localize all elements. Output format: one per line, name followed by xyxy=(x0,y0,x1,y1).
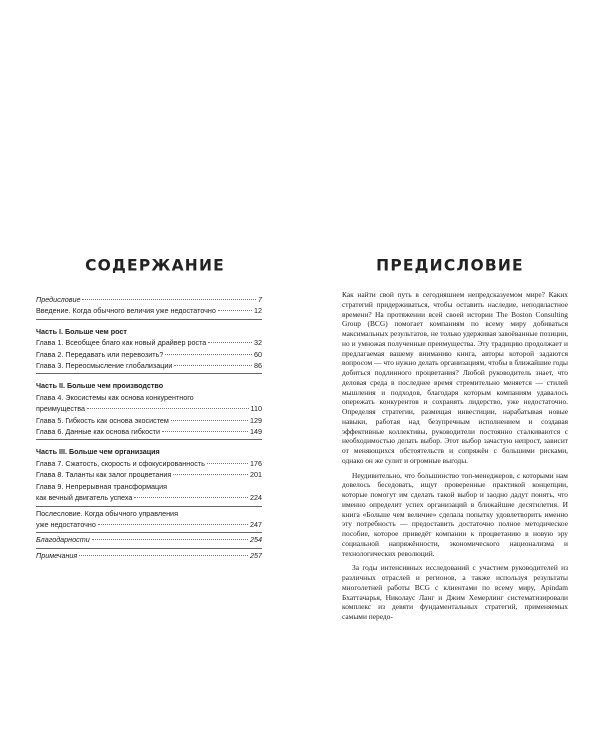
toc-entry-chapter-2[interactable] xyxy=(36,349,262,360)
toc-page-number: 224 xyxy=(250,493,262,503)
preface-title: ПРЕДИСЛОВИЕ xyxy=(376,255,524,275)
toc-page-number: 176 xyxy=(250,458,262,468)
toc-page-number: 12 xyxy=(254,306,262,316)
toc-leader-dots xyxy=(207,463,248,464)
toc-part-3-heading: Часть III. Больше чем организация xyxy=(36,447,160,457)
toc-page-number: 60 xyxy=(254,349,262,359)
preface-paragraph: Как найти свой путь в сегодняшнем непредсказуемом мире? Каких стратегий придерживаться, чтобы оставить наследие, неподвластное времени? На протяжении всей своей истории The Boston Consulting Group (BCG) помогает компаниям по всему миру добиваться максимальных результатов, не только удерживая завоёванные позиции, но и умножая полученные преимущества. Эту традицию продолжает и предлагаемая вашему вниманию книга, авторы которой задаются вопросом — что нужно делать организациям, чтобы в ближайшие годы добиться подлинного процветания? Любой руководитель знает, что деловая среда в последнее время стремительно меняется — стилей мышления и подходов, благодаря которым компаниям удавалось опережать конкурентов и сохранять лидерство, уже недостаточно. Определяя стратегии, размещая инвестиции, нарабатывая новые навыки, работая над безупречным исполнением и создавая эффективные коллективы, руководители постоянно сталкиваются с необходимостью делать выбор. Этот выбор зачастую непрост, зависит от меняющихся обстоятельств и сопряжён с большими рисками, однако он же сулит и огромные выгоды. xyxy=(342,290,568,465)
toc-entry-label: Примечания xyxy=(36,550,78,560)
toc-entry-afterword-line1[interactable]: Послесловие. Когда обычного управления xyxy=(36,508,178,518)
toc-entry-label: Глава 1. Всеобщее благо как новый драйвер роста xyxy=(36,338,207,348)
toc-divider xyxy=(36,319,262,320)
toc-entry-label: Глава 5. Гибкость как основа экосистем xyxy=(36,415,169,425)
toc-entry-label: Глава 8. Таланты как залог процветания xyxy=(36,470,172,480)
toc-entry-label: Благодарности xyxy=(36,535,90,545)
toc-entry-chapter-6[interactable] xyxy=(36,426,262,437)
toc-page-number: 149 xyxy=(250,427,262,437)
preface-body xyxy=(342,290,568,627)
toc-entry-intro[interactable] xyxy=(36,305,262,316)
toc-leader-dots xyxy=(171,420,248,421)
toc-entry-label: Введение. Когда обычного величия уже недостаточно xyxy=(36,306,216,316)
toc-entry-chapter-8[interactable] xyxy=(36,469,262,480)
toc-entry-label: Глава 6. Данные как основа гибкости xyxy=(36,427,160,437)
toc-entry-acknowledgments[interactable] xyxy=(36,534,262,545)
toc-divider xyxy=(36,373,262,374)
toc-page-number: 257 xyxy=(250,550,262,560)
toc-entry-chapter-1[interactable] xyxy=(36,337,262,348)
toc-page-number: 247 xyxy=(250,519,262,529)
toc-entry-afterword[interactable] xyxy=(36,519,262,530)
toc-entry-label: уже недостаточно xyxy=(36,519,96,529)
toc-divider xyxy=(36,439,262,440)
preface-paragraph: За годы интенсивных исследований с участием руководителей из различных отраслей и регионов, а также используя результаты многолетней работы BCG с клиентами по всему миру, Арindam Бхаттачарья, Николаус Ланг и Джим Хемерлинг систематизировали комплекс из девяти фундаментальных стратегий, применяемых самыми передо- xyxy=(342,563,568,621)
toc-page-number: 7 xyxy=(258,295,262,304)
toc-entry-label: как вечный двигатель успеха xyxy=(36,493,133,503)
toc-leader-dots xyxy=(92,539,248,540)
toc-page-number: 129 xyxy=(250,415,262,425)
toc-divider xyxy=(36,548,262,549)
toc-page-number: 86 xyxy=(254,361,262,371)
preface-paragraph: Неудивительно, что большинство топ-менеджеров, с которыми нам довелось беседовать, ищут проверенные практикой концепции, которые помогут им сделать такой выбор и заодно дадут понять, что именно определит успех организаций в ближайшие десятилетия. И книга «Больше чем величие» сделала попытку удовлетворить именно эту потребность — предоставить достаточно полное методическое пособие, которое приведёт компании к процветанию в новую эру социальной напряжённости, экономического национализма и технологических революций. xyxy=(342,470,568,558)
toc-entry-chapter-5[interactable] xyxy=(36,415,262,426)
toc-entry-chapter-7[interactable] xyxy=(36,458,262,469)
toc-entry-label: преимущества xyxy=(36,404,85,414)
toc-entry-label: Глава 2. Передавать или перевозить? xyxy=(36,349,164,359)
toc-page-number: 32 xyxy=(254,338,262,348)
toc-entry-chapter-3[interactable] xyxy=(36,360,262,371)
toc-entry-chapter-9[interactable] xyxy=(36,492,262,503)
toc-entry-label: Глава 3. Переосмысление глобализации xyxy=(36,361,173,371)
table-of-contents xyxy=(36,294,262,561)
toc-part-1-heading: Часть I. Больше чем рост xyxy=(36,326,127,336)
toc-page-number: 254 xyxy=(250,535,262,545)
toc-leader-dots xyxy=(174,365,252,366)
toc-leader-dots xyxy=(87,408,249,409)
toc-divider xyxy=(36,532,262,533)
toc-page-number: 201 xyxy=(250,470,262,480)
toc-leader-dots xyxy=(218,310,252,311)
toc-entry-label: Глава 7. Сжатость, скорость и сфокусированность xyxy=(36,458,205,468)
toc-entry-label: Предисловие xyxy=(36,295,81,304)
toc-part-2-heading: Часть II. Больше чем производство xyxy=(36,381,164,391)
toc-entry-chapter-4-line1[interactable]: Глава 4. Экосистемы как основа конкурентного xyxy=(36,392,194,402)
toc-leader-dots xyxy=(173,474,248,475)
toc-entry-chapter-9-line1[interactable]: Глава 9. Непрерывная трансформация xyxy=(36,481,168,491)
toc-entry-chapter-4[interactable] xyxy=(36,403,262,414)
toc-leader-dots xyxy=(82,299,256,300)
toc-leader-dots xyxy=(98,524,248,525)
toc-entry-notes[interactable] xyxy=(36,550,262,561)
contents-title: СОДЕРЖАНИЕ xyxy=(85,255,225,275)
toc-leader-dots xyxy=(165,354,252,355)
right-page-preface xyxy=(300,0,600,750)
toc-entry-preface[interactable] xyxy=(36,294,262,305)
toc-leader-dots xyxy=(208,342,252,343)
toc-page-number: 110 xyxy=(250,404,262,414)
toc-leader-dots xyxy=(162,431,248,432)
toc-leader-dots xyxy=(79,555,248,556)
toc-divider xyxy=(36,506,262,507)
toc-leader-dots xyxy=(134,497,248,498)
